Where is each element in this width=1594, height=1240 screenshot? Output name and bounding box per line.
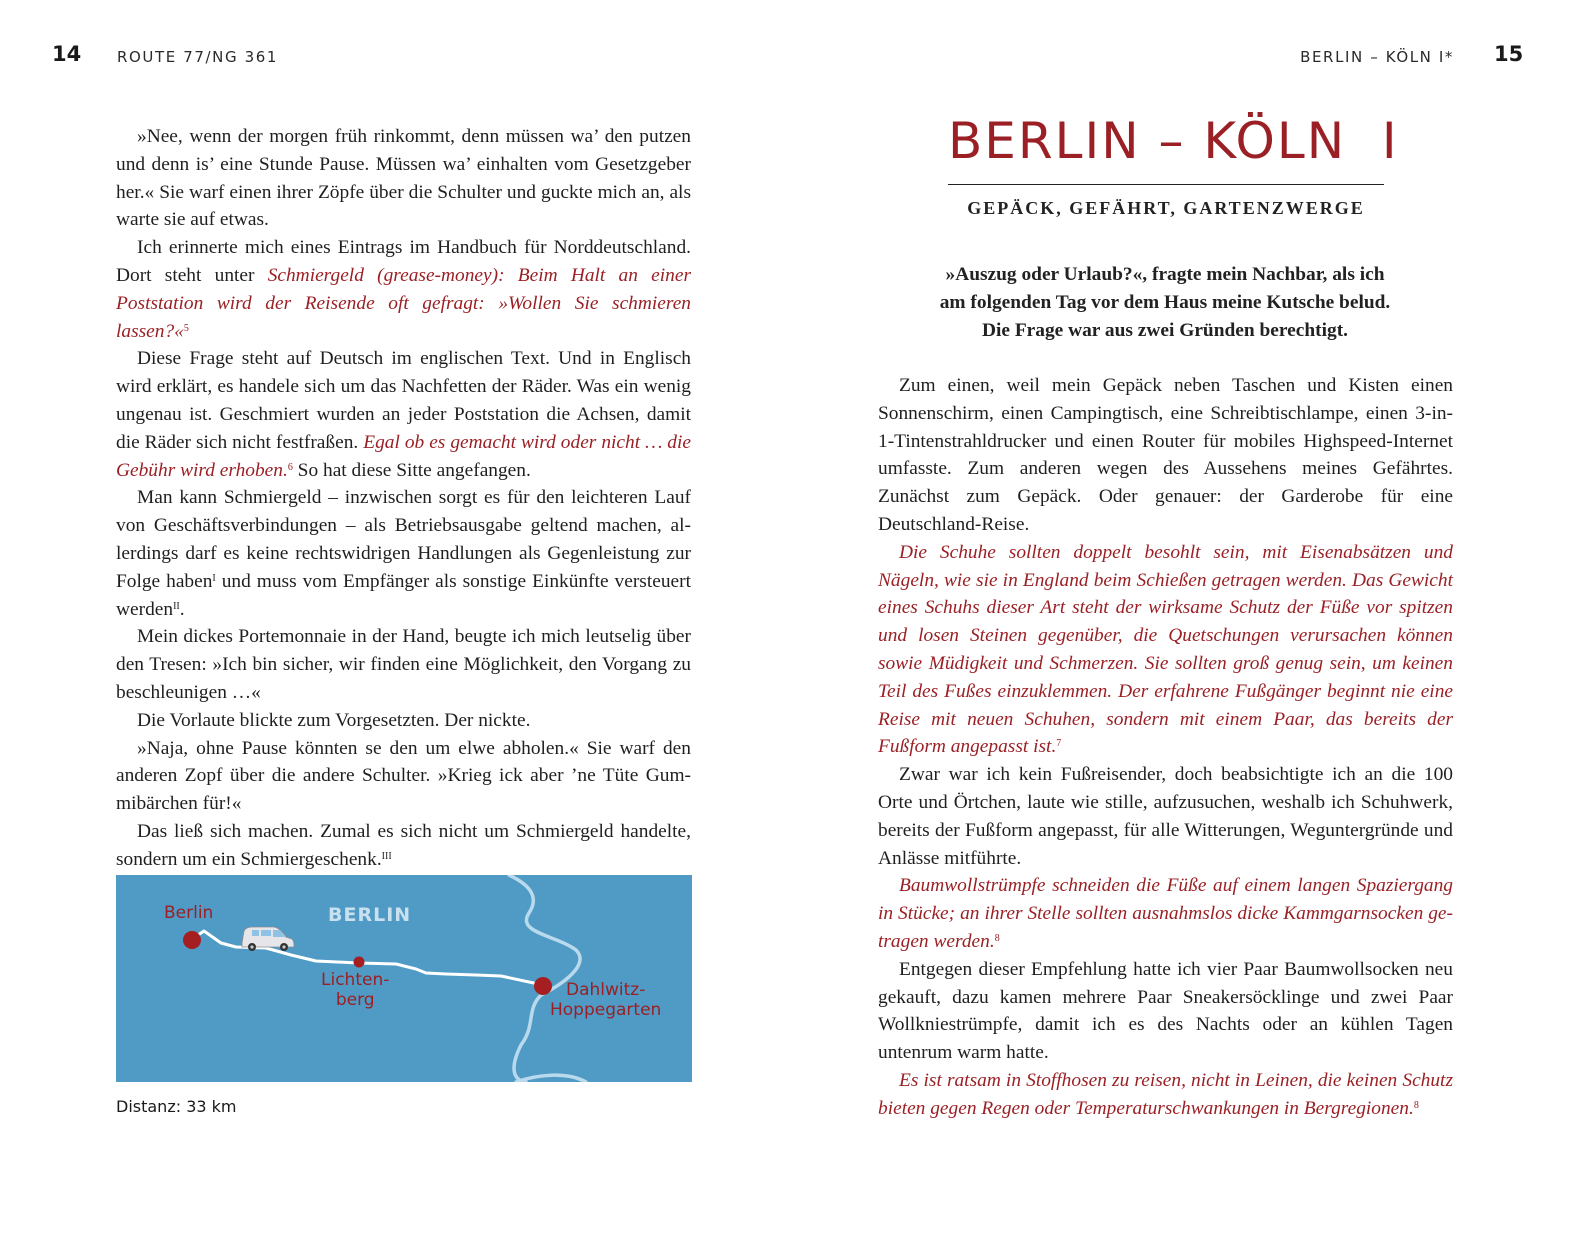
body-text: und muss vom Empfänger als sonstige Einkünfte versteuert werden [116, 570, 691, 620]
paragraph [116, 735, 691, 818]
intro-line: »Auszug oder Urlaub?«, fragte mein Nachbar, als ich [945, 264, 1385, 285]
footnote-marker: 6 [287, 461, 293, 473]
footnote-marker: II [173, 600, 180, 612]
body-text: Mein dickes Portemonnaie in der Hand, beugte ich mich leutselig über den Tresen: »Ich bin sicher, wir finden eine Möglichkeit, den Vorgang zu beschleunigen …« [116, 626, 691, 703]
body-text: Diese Frage steht auf Deutsch im englischen Text. Und in Englisch wird erklärt, es handele sich um das Nachfetten der Räder. Was ein wenig ungenau ist. Geschmiert wurden an jeder Poststation die Achsen, damit die Räder sich nicht festfraßen. [116, 348, 691, 453]
paragraph [116, 707, 691, 735]
footnote-marker: 5 [183, 322, 189, 334]
chapter-title: BERLIN – KÖLN I [948, 112, 1399, 170]
paragraph [116, 123, 691, 234]
body-text: Entgegen dieser Empfehlung hatte ich vier Paar Baumwollsocken neu gekauft, dazu kamen mehrere Paar Sneakersöcklinge und zwei Paar Wollkniestrümpfe, damit ich es des Nachts oder an kühlen Tagen untenrum warm hatte. [878, 958, 1453, 1064]
marker-berlin [183, 931, 201, 949]
body-text: . [179, 598, 185, 620]
paragraph [878, 956, 1453, 1067]
route-map [116, 875, 692, 1082]
footnote-marker: 8 [994, 932, 1000, 944]
quoted-source-text: Egal ob es gemacht wird oder nicht … die Gebühr wird erhoben. [116, 431, 691, 481]
chapter-divider [948, 184, 1384, 185]
intro-line: Die Frage war aus zwei Gründen berechtigt. [981, 319, 1349, 341]
body-text: »Naja, ohne Pause könnten se den um elwe abholen.« Sie warf den anderen Zopf über die andere Schulter. »Krieg ick aber ’ne Tüte Gummibärchen für!« [116, 737, 691, 815]
quoted-source-text: Es ist ratsam in Stoffhosen zu reisen, nicht in Leinen, die keinen Schutz bieten gegen Regen oder Temperaturschwankungen in Bergregionen. [878, 1069, 1453, 1119]
body-text: Man kann Schmiergeld – inzwischen sorgt es für den leichteren Lauf von Geschäftsverbindungen – als Betriebsausgabe geltend machen, allerdings darf es keine rechtswidrigen Handlungen als Gegenleistung zur Folge haben [116, 487, 691, 592]
body-text: »Nee, wenn der morgen früh rinkommt, denn müssen wa’ den putzen und denn is’ eine Stunde Pause. Müssen wa’ einhalten vom Gesetzgeber her.« Sie warf einen ihrer Zöpfe über die Schulter und guckte mich an, als warte sie auf etwas. [116, 126, 691, 231]
paragraph [116, 345, 691, 484]
right-running-head: BERLIN – KÖLN I* [1300, 48, 1454, 66]
body-text: Die Vorlaute blickte zum Vorgesetzten. Der nickte. [137, 709, 531, 731]
map-label-berlin: Berlin [164, 903, 214, 923]
map-label-lichtenberg: Lichten- berg [321, 970, 390, 1010]
body-text: Zum einen, weil mein Gepäck neben Taschen und Kisten einen Sonnenschirm, einen Campingtisch, eine Schreibtischlampe, einen 3-in-1-Tintenstrahldrucker und einen Router für mobiles Highspeed-Internet umfasste. Zum anderen wegen des Aussehens meines Gefährtes. Zunächst zum Gepäck. Oder genauer: der Garderobe für eine Deutschland-Reise. [878, 375, 1453, 535]
distance-caption: Distanz: 33 km [116, 1097, 237, 1116]
footnote-marker: 8 [1413, 1099, 1419, 1111]
quoted-source-text: Schmiergeld (grease-money): Beim Halt an einer Poststation wird der Reisende oft gefragt: »Wollen Sie schmieren lassen?« [116, 264, 691, 342]
paragraph [878, 372, 1453, 539]
right-page-number: 15 [1494, 42, 1524, 66]
footnote-marker: 7 [1056, 738, 1062, 750]
chapter-subtitle: GEPÄCK, GEFÄHRT, GARTENZWERGE [967, 198, 1365, 218]
paragraph [878, 761, 1453, 872]
intro-line: am folgenden Tag vor dem Haus meine Kutsche belud. [939, 291, 1391, 313]
chapter-intro [900, 261, 1430, 344]
left-running-head: ROUTE 77/NG 361 [117, 48, 278, 66]
quoted-source-text: Baumwollstrümpfe schneiden die Füße auf einem langen Spaziergang in Stücke; an ihrer Stelle sollten ausnahmslos dicke Kammgarnsocken getragen werden. [878, 875, 1453, 952]
left-page-number: 14 [52, 42, 82, 66]
map-label-dahlwitz-hoppegarten: Dahlwitz- Hoppegarten [550, 980, 662, 1020]
footnote-marker: III [381, 850, 392, 862]
paragraph [878, 539, 1453, 761]
body-text: Ich erinnerte mich eines Eintrags im Handbuch für Norddeutschland. Dort steht unter [116, 237, 691, 286]
footnote-marker: I [212, 572, 216, 584]
paragraph [116, 818, 691, 874]
paragraph [116, 234, 691, 345]
marker-lichtenberg [354, 957, 365, 968]
right-page-body [878, 372, 1453, 1123]
quoted-source-text: Die Schuhe sollten doppelt besohlt sein, mit Eisenabsätzen und Nägeln, wie sie in England beim Schießen getragen werden. Das Gewicht eines Schuhs dieser Art steht der wirksame Schutz der Füße vor spitzen und losen Steinen gegenüber, die Quetschungen verursachen können sowie Müdigkeit und Schmerzen. Sie sollten groß genug sein, um keinen Teil des Fußes einzuklemmen. Der erfahrene Fußgänger beginnt nie eine Reise mit neuen Schuhen, sondern mit einem Paar, das bereits der Fußform angepasst ist. [878, 541, 1453, 758]
paragraph [116, 623, 691, 706]
paragraph [878, 872, 1453, 955]
map-region-label: BERLIN [328, 904, 412, 926]
paragraph [116, 484, 691, 623]
paragraph [878, 1067, 1453, 1123]
left-page-body [116, 123, 691, 874]
body-text: So hat diese Sitte angefangen. [292, 459, 531, 481]
body-text: Das ließ sich machen. Zumal es sich nicht um Schmiergeld handelte, sondern um ein Schmiergeschenk. [116, 820, 691, 870]
body-text: Zwar war ich kein Fußreisender, doch beabsichtigte ich an die 100 Orte und Örtchen, laute wie stille, aufzusuchen, weshalb ich Schuhwerk, bereits der Fußform angepasst, für alle Witterungen, Weguntergründe und Anlässe mitführte. [878, 764, 1453, 869]
